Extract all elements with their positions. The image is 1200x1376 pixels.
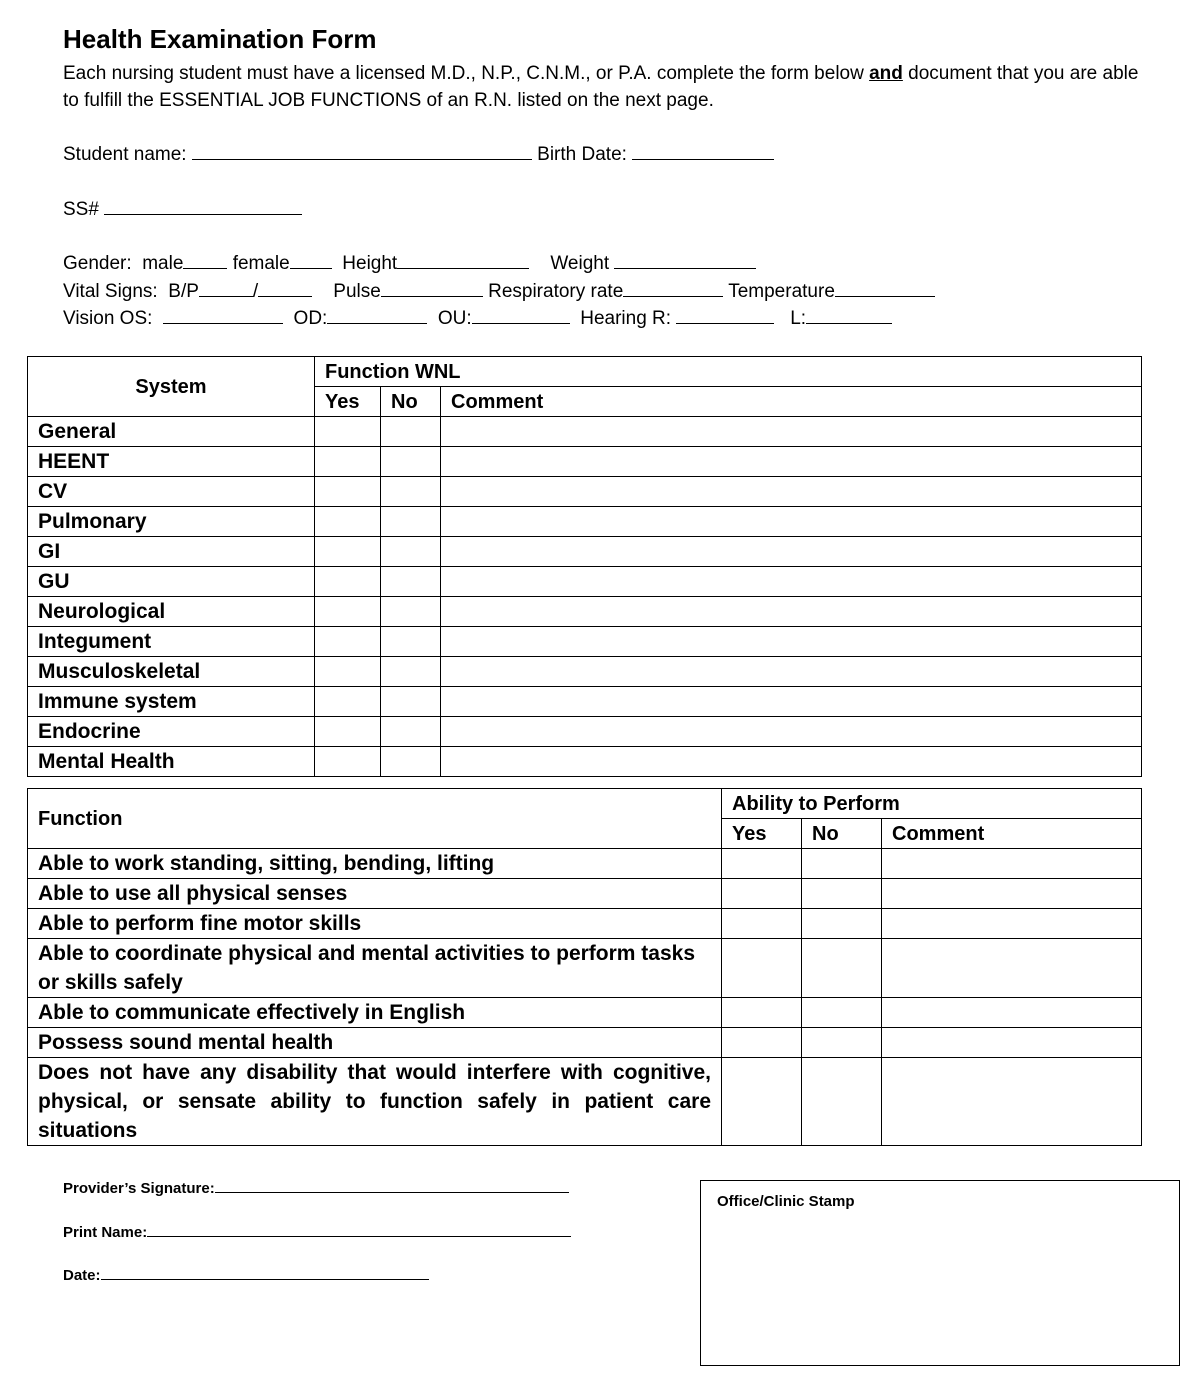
date-row xyxy=(63,1267,429,1284)
table-row xyxy=(28,597,1142,627)
system-yes-cell[interactable] xyxy=(315,507,381,537)
table-row xyxy=(28,879,1142,909)
intro-text-before: Each nursing student must have a licensed M.D., N.P., C.N.M., or P.A. complete the form below xyxy=(63,63,870,84)
height-field[interactable] xyxy=(397,250,529,269)
system-comment-cell[interactable] xyxy=(441,627,1142,657)
system-comment-cell[interactable] xyxy=(441,747,1142,777)
function-comment-cell[interactable] xyxy=(882,998,1142,1028)
system-no-cell[interactable] xyxy=(381,417,441,447)
system-yes-cell[interactable] xyxy=(315,567,381,597)
function-label-cell xyxy=(28,1058,722,1146)
respiratory-field[interactable] xyxy=(623,278,723,297)
bp-systolic-field[interactable] xyxy=(199,278,253,297)
function-label: Able to coordinate physical and mental activities to perform tasks or skills safely xyxy=(38,942,696,994)
system-label: CV xyxy=(38,479,68,503)
table-row xyxy=(28,537,1142,567)
system-label: Musculoskeletal xyxy=(38,659,201,683)
system-no-cell[interactable] xyxy=(381,687,441,717)
print-name-row xyxy=(63,1224,571,1241)
vision-os-label: Vision OS: xyxy=(63,308,153,329)
gender-label: Gender: xyxy=(63,253,132,274)
function-no-cell[interactable] xyxy=(802,939,882,998)
system-yes-cell[interactable] xyxy=(315,747,381,777)
system-label-cell xyxy=(28,657,315,687)
student-info-row xyxy=(63,141,774,166)
ability-header: Ability to Perform xyxy=(722,789,1142,819)
vital-signs-row xyxy=(63,278,935,303)
table-row xyxy=(28,939,1142,998)
function-comment-cell[interactable] xyxy=(882,909,1142,939)
system-label-cell xyxy=(28,507,315,537)
ability-no-header: No xyxy=(802,819,882,849)
respiratory-label: Respiratory rate xyxy=(488,281,624,302)
provider-signature-label: Provider’s Signature: xyxy=(63,1180,215,1197)
system-label-cell xyxy=(28,447,315,477)
function-label: Able to work standing, sitting, bending, lifting xyxy=(38,851,495,875)
system-no-cell[interactable] xyxy=(381,747,441,777)
function-wnl-header: Function WNL xyxy=(315,357,1142,387)
system-comment-cell[interactable] xyxy=(441,417,1142,447)
system-no-cell[interactable] xyxy=(381,537,441,567)
pulse-field[interactable] xyxy=(381,278,483,297)
system-label-cell xyxy=(28,417,315,447)
system-no-cell[interactable] xyxy=(381,477,441,507)
provider-signature-row xyxy=(63,1180,569,1197)
hearing-r-field[interactable] xyxy=(676,305,774,324)
system-label-cell xyxy=(28,747,315,777)
weight-field[interactable] xyxy=(614,250,756,269)
function-yes-cell[interactable] xyxy=(722,939,802,998)
page-title: Health Examination Form xyxy=(63,24,377,54)
birth-date-label: Birth Date: xyxy=(537,144,627,165)
system-label-cell xyxy=(28,687,315,717)
system-comment-cell[interactable] xyxy=(441,507,1142,537)
system-comment-cell[interactable] xyxy=(441,597,1142,627)
ss-label: SS# xyxy=(63,199,99,220)
hearing-l-field[interactable] xyxy=(806,305,892,324)
system-label: GI xyxy=(38,539,61,563)
function-label-cell xyxy=(28,879,722,909)
table-row xyxy=(28,849,1142,879)
table-row xyxy=(28,507,1142,537)
table-row xyxy=(28,717,1142,747)
student-name-label: Student name: xyxy=(63,144,187,165)
intro-emphasis: and xyxy=(869,63,903,84)
system-label: HEENT xyxy=(38,449,110,473)
male-field[interactable] xyxy=(183,250,227,269)
system-label: GU xyxy=(38,569,70,593)
system-yes-cell[interactable] xyxy=(315,447,381,477)
ss-row xyxy=(63,196,302,221)
bp-slash: / xyxy=(252,281,259,302)
function-no-cell[interactable] xyxy=(802,1058,882,1146)
height-label: Height xyxy=(342,253,398,274)
pulse-label: Pulse xyxy=(333,281,381,302)
function-label: Does not have any disability that would interfere with cognitive, physical, or sensate ability to function safely in patient care situations xyxy=(38,1061,711,1142)
function-comment-cell[interactable] xyxy=(882,1058,1142,1146)
function-label-cell xyxy=(28,1028,722,1058)
table-row xyxy=(28,747,1142,777)
table-row xyxy=(28,1058,1142,1146)
table-row xyxy=(28,998,1142,1028)
function-no-cell[interactable] xyxy=(802,1028,882,1058)
system-label-cell xyxy=(28,597,315,627)
system-comment-cell[interactable] xyxy=(441,477,1142,507)
function-no-cell[interactable] xyxy=(802,998,882,1028)
weight-label: Weight xyxy=(550,253,610,274)
function-no-cell[interactable] xyxy=(802,909,882,939)
provider-signature-field[interactable] xyxy=(215,1180,569,1193)
function-comment-cell[interactable] xyxy=(882,1028,1142,1058)
function-header-row-1 xyxy=(28,789,1142,819)
system-yes-cell[interactable] xyxy=(315,537,381,567)
system-no-cell[interactable] xyxy=(381,657,441,687)
function-comment-cell[interactable] xyxy=(882,939,1142,998)
system-comment-cell[interactable] xyxy=(441,537,1142,567)
od-field[interactable] xyxy=(327,305,427,324)
system-yes-cell[interactable] xyxy=(315,417,381,447)
table-row xyxy=(28,1028,1142,1058)
table-row xyxy=(28,687,1142,717)
system-label-cell xyxy=(28,567,315,597)
function-label: Able to communicate effectively in English xyxy=(38,1000,466,1024)
ability-yes-header: Yes xyxy=(722,819,802,849)
function-no-cell[interactable] xyxy=(802,879,882,909)
system-yes-cell[interactable] xyxy=(315,597,381,627)
system-yes-cell[interactable] xyxy=(315,687,381,717)
print-name-label: Print Name: xyxy=(63,1224,148,1241)
system-yes-cell[interactable] xyxy=(315,717,381,747)
office-stamp-box[interactable] xyxy=(700,1180,1180,1366)
function-label: Able to perform fine motor skills xyxy=(38,911,362,935)
system-label: Integument xyxy=(38,629,152,653)
system-label: Mental Health xyxy=(38,749,175,773)
student-name-field[interactable] xyxy=(192,141,532,160)
table-row xyxy=(28,909,1142,939)
table-row xyxy=(28,627,1142,657)
system-label-cell xyxy=(28,717,315,747)
table-row xyxy=(28,417,1142,447)
hearing-r-label: Hearing R: xyxy=(580,308,672,329)
system-no-cell[interactable] xyxy=(381,447,441,477)
function-label-cell xyxy=(28,998,722,1028)
function-yes-cell[interactable] xyxy=(722,1028,802,1058)
function-label-cell xyxy=(28,939,722,998)
system-comment-cell[interactable] xyxy=(441,717,1142,747)
system-no-cell[interactable] xyxy=(381,597,441,627)
intro-paragraph xyxy=(63,60,1143,114)
system-no-cell[interactable] xyxy=(381,507,441,537)
system-no-cell[interactable] xyxy=(381,717,441,747)
system-no-cell[interactable] xyxy=(381,567,441,597)
system-header-row-1 xyxy=(28,357,1142,387)
function-label-cell xyxy=(28,909,722,939)
ou-label: OU: xyxy=(437,308,472,329)
female-field[interactable] xyxy=(290,250,332,269)
function-yes-cell[interactable] xyxy=(722,909,802,939)
function-comment-cell[interactable] xyxy=(882,879,1142,909)
function-label: Possess sound mental health xyxy=(38,1030,334,1054)
function-yes-cell[interactable] xyxy=(722,1058,802,1146)
yes-header: Yes xyxy=(315,387,381,417)
ss-field[interactable] xyxy=(104,196,302,215)
system-yes-cell[interactable] xyxy=(315,657,381,687)
system-label-cell xyxy=(28,537,315,567)
table-row xyxy=(28,567,1142,597)
birth-date-field[interactable] xyxy=(632,141,774,160)
vision-row xyxy=(63,305,892,330)
function-table xyxy=(27,788,1142,1146)
system-label: Endocrine xyxy=(38,719,141,743)
function-label: Able to use all physical senses xyxy=(38,881,348,905)
system-label-cell xyxy=(28,477,315,507)
table-row xyxy=(28,447,1142,477)
system-label: Immune system xyxy=(38,689,197,713)
vital-signs-label: Vital Signs: xyxy=(63,281,158,302)
system-label: Neurological xyxy=(38,599,166,623)
system-comment-cell[interactable] xyxy=(441,447,1142,477)
table-row xyxy=(28,477,1142,507)
table-row xyxy=(28,657,1142,687)
system-table xyxy=(27,356,1142,777)
female-label: female xyxy=(232,253,290,274)
comment-header: Comment xyxy=(441,387,1142,417)
system-label: Pulmonary xyxy=(38,509,147,533)
male-label: male xyxy=(142,253,184,274)
system-yes-cell[interactable] xyxy=(315,477,381,507)
bp-label: B/P xyxy=(168,281,199,302)
date-label: Date: xyxy=(63,1267,101,1284)
function-label-cell xyxy=(28,849,722,879)
function-no-cell[interactable] xyxy=(802,849,882,879)
system-yes-cell[interactable] xyxy=(315,627,381,657)
system-label: General xyxy=(38,419,117,443)
system-label-cell xyxy=(28,627,315,657)
no-header: No xyxy=(381,387,441,417)
system-comment-cell[interactable] xyxy=(441,687,1142,717)
ability-comment-header: Comment xyxy=(882,819,1142,849)
hearing-l-label: L: xyxy=(790,308,807,329)
system-comment-cell[interactable] xyxy=(441,567,1142,597)
print-name-field[interactable] xyxy=(147,1224,571,1237)
ou-field[interactable] xyxy=(472,305,570,324)
function-header: Function xyxy=(28,789,722,849)
temperature-field[interactable] xyxy=(835,278,935,297)
vision-os-field[interactable] xyxy=(163,305,283,324)
temperature-label: Temperature xyxy=(728,281,835,302)
intro-text-after: document that you are able to fulfill the ESSENTIAL JOB FUNCTIONS of an R.N. listed on the next page. xyxy=(63,63,1139,111)
function-comment-cell[interactable] xyxy=(882,849,1142,879)
function-yes-cell[interactable] xyxy=(722,849,802,879)
bp-diastolic-field[interactable] xyxy=(258,278,312,297)
gender-row xyxy=(63,250,756,275)
office-stamp-label: Office/Clinic Stamp xyxy=(717,1193,855,1210)
date-field[interactable] xyxy=(101,1267,429,1280)
system-header: System xyxy=(28,357,315,417)
function-yes-cell[interactable] xyxy=(722,998,802,1028)
system-comment-cell[interactable] xyxy=(441,657,1142,687)
system-no-cell[interactable] xyxy=(381,627,441,657)
od-label: OD: xyxy=(293,308,328,329)
function-yes-cell[interactable] xyxy=(722,879,802,909)
